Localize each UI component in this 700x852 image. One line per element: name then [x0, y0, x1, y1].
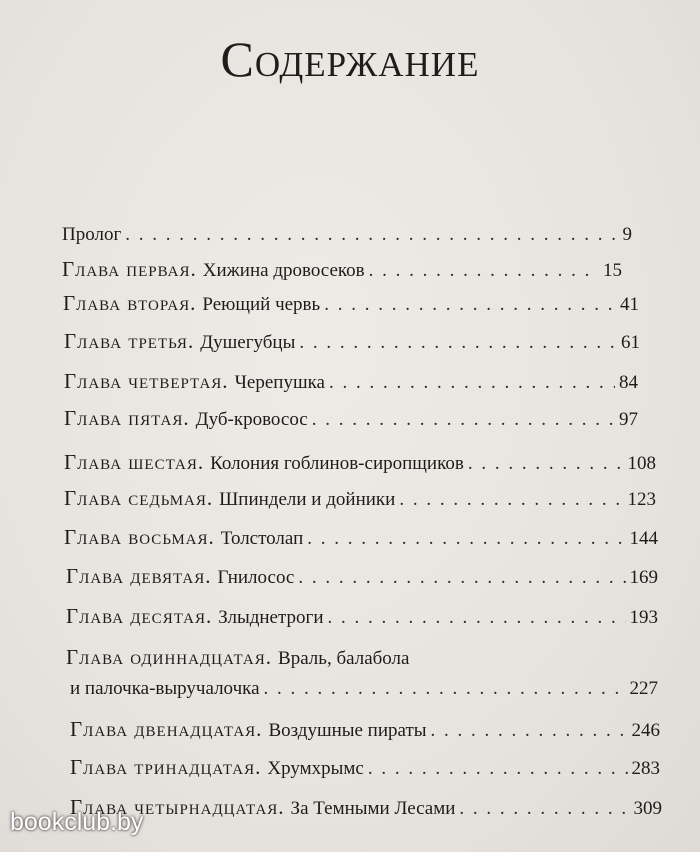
- leader-dots: [299, 332, 617, 354]
- leader-dots: [298, 567, 625, 589]
- entry-title: Воздушные пираты: [268, 720, 427, 741]
- entry-title: и палочка-выручалочка: [70, 678, 260, 699]
- leader-dots: [468, 453, 624, 475]
- toc-entry-chapter-8: [64, 525, 658, 550]
- leader-dots: [327, 607, 625, 629]
- toc-entry-chapter-5: [64, 406, 638, 431]
- chapter-label: Глава одиннадцатая.: [66, 645, 273, 669]
- page-number: 144: [629, 528, 658, 549]
- toc-entry-chapter-3: [64, 329, 640, 354]
- entry-title: Хрумхрымс: [267, 758, 364, 779]
- toc-entry-chapter-4: [64, 369, 638, 394]
- leader-dots: [125, 224, 618, 246]
- toc-entry-chapter-11-continued: [70, 678, 658, 700]
- entry-title: Гнилосос: [217, 567, 295, 588]
- page-title: Содержание: [220, 31, 480, 87]
- entry-title: Пролог: [62, 224, 122, 245]
- entry-title: За Темными Лесами: [290, 798, 456, 819]
- leader-dots: [264, 678, 626, 700]
- toc-entry-chapter-1: [62, 257, 622, 282]
- entry-title: Хижина дровосеков: [202, 260, 365, 281]
- leader-dots: [324, 294, 616, 316]
- entry-title: Колония гоблинов-сиропщиков: [210, 453, 464, 474]
- entry-title: Душегубцы: [200, 332, 296, 353]
- page-number: 41: [620, 294, 639, 315]
- page-number: 9: [622, 224, 632, 245]
- chapter-label: Глава десятая.: [66, 604, 213, 628]
- toc-entry-chapter-9: [66, 564, 658, 589]
- leader-dots: [399, 489, 623, 511]
- chapter-label: Глава пятая.: [64, 406, 190, 430]
- entry-title: Шпиндели и дойники: [219, 489, 396, 510]
- leader-dots: [312, 409, 615, 431]
- entry-title: Толстолап: [220, 528, 304, 549]
- entry-title: Черепушка: [234, 372, 325, 393]
- page-number: 61: [621, 332, 640, 353]
- leader-dots: [459, 798, 629, 820]
- toc-entry-chapter-11: [66, 645, 658, 670]
- chapter-label: Глава седьмая.: [64, 486, 214, 510]
- toc-entry-chapter-2: [63, 291, 639, 316]
- watermark: bookclub.by: [10, 808, 144, 836]
- toc-entry-prologue: [62, 224, 632, 246]
- chapter-label: Глава вторая.: [63, 291, 197, 315]
- chapter-label: Глава девятая.: [66, 564, 212, 588]
- page-number: 97: [619, 409, 638, 430]
- toc-entry-chapter-13: [70, 755, 660, 780]
- page-number: 283: [631, 758, 660, 779]
- leader-dots: [431, 720, 628, 742]
- chapter-label: Глава третья.: [64, 329, 195, 353]
- chapter-label: Глава шестая.: [64, 450, 205, 474]
- leader-dots: [369, 260, 599, 282]
- entry-title: Реющий червь: [202, 294, 321, 315]
- entry-title: Враль, балабола: [278, 648, 410, 669]
- chapter-label: Глава четвертая.: [64, 369, 229, 393]
- entry-title: Злыднетроги: [218, 607, 324, 628]
- leader-dots: [368, 758, 628, 780]
- chapter-label: Глава четырнадцатая.: [70, 795, 285, 819]
- page-number: 108: [627, 453, 656, 474]
- toc-entry-chapter-12: [70, 717, 660, 742]
- page-number: 246: [631, 720, 660, 741]
- toc-entry-chapter-7: [64, 486, 656, 511]
- chapter-label: Глава тринадцатая.: [70, 755, 262, 779]
- chapter-label: Глава двенадцатая.: [70, 717, 263, 741]
- toc-entry-chapter-10: [66, 604, 658, 629]
- leader-dots: [329, 372, 615, 394]
- chapter-label: Глава первая.: [62, 257, 197, 281]
- leader-dots: [307, 528, 625, 550]
- toc-entry-chapter-14: [70, 795, 662, 820]
- page-number: 227: [629, 678, 658, 699]
- page-number: 169: [629, 567, 658, 588]
- page-number: 84: [619, 372, 638, 393]
- page-number: 193: [629, 607, 658, 628]
- page-number: 309: [633, 798, 662, 819]
- entry-title: Дуб-кровосос: [195, 409, 308, 430]
- toc-entry-chapter-6: [64, 450, 656, 475]
- page-number: 15: [603, 260, 622, 281]
- chapter-label: Глава восьмая.: [64, 525, 215, 549]
- page-number: 123: [627, 489, 656, 510]
